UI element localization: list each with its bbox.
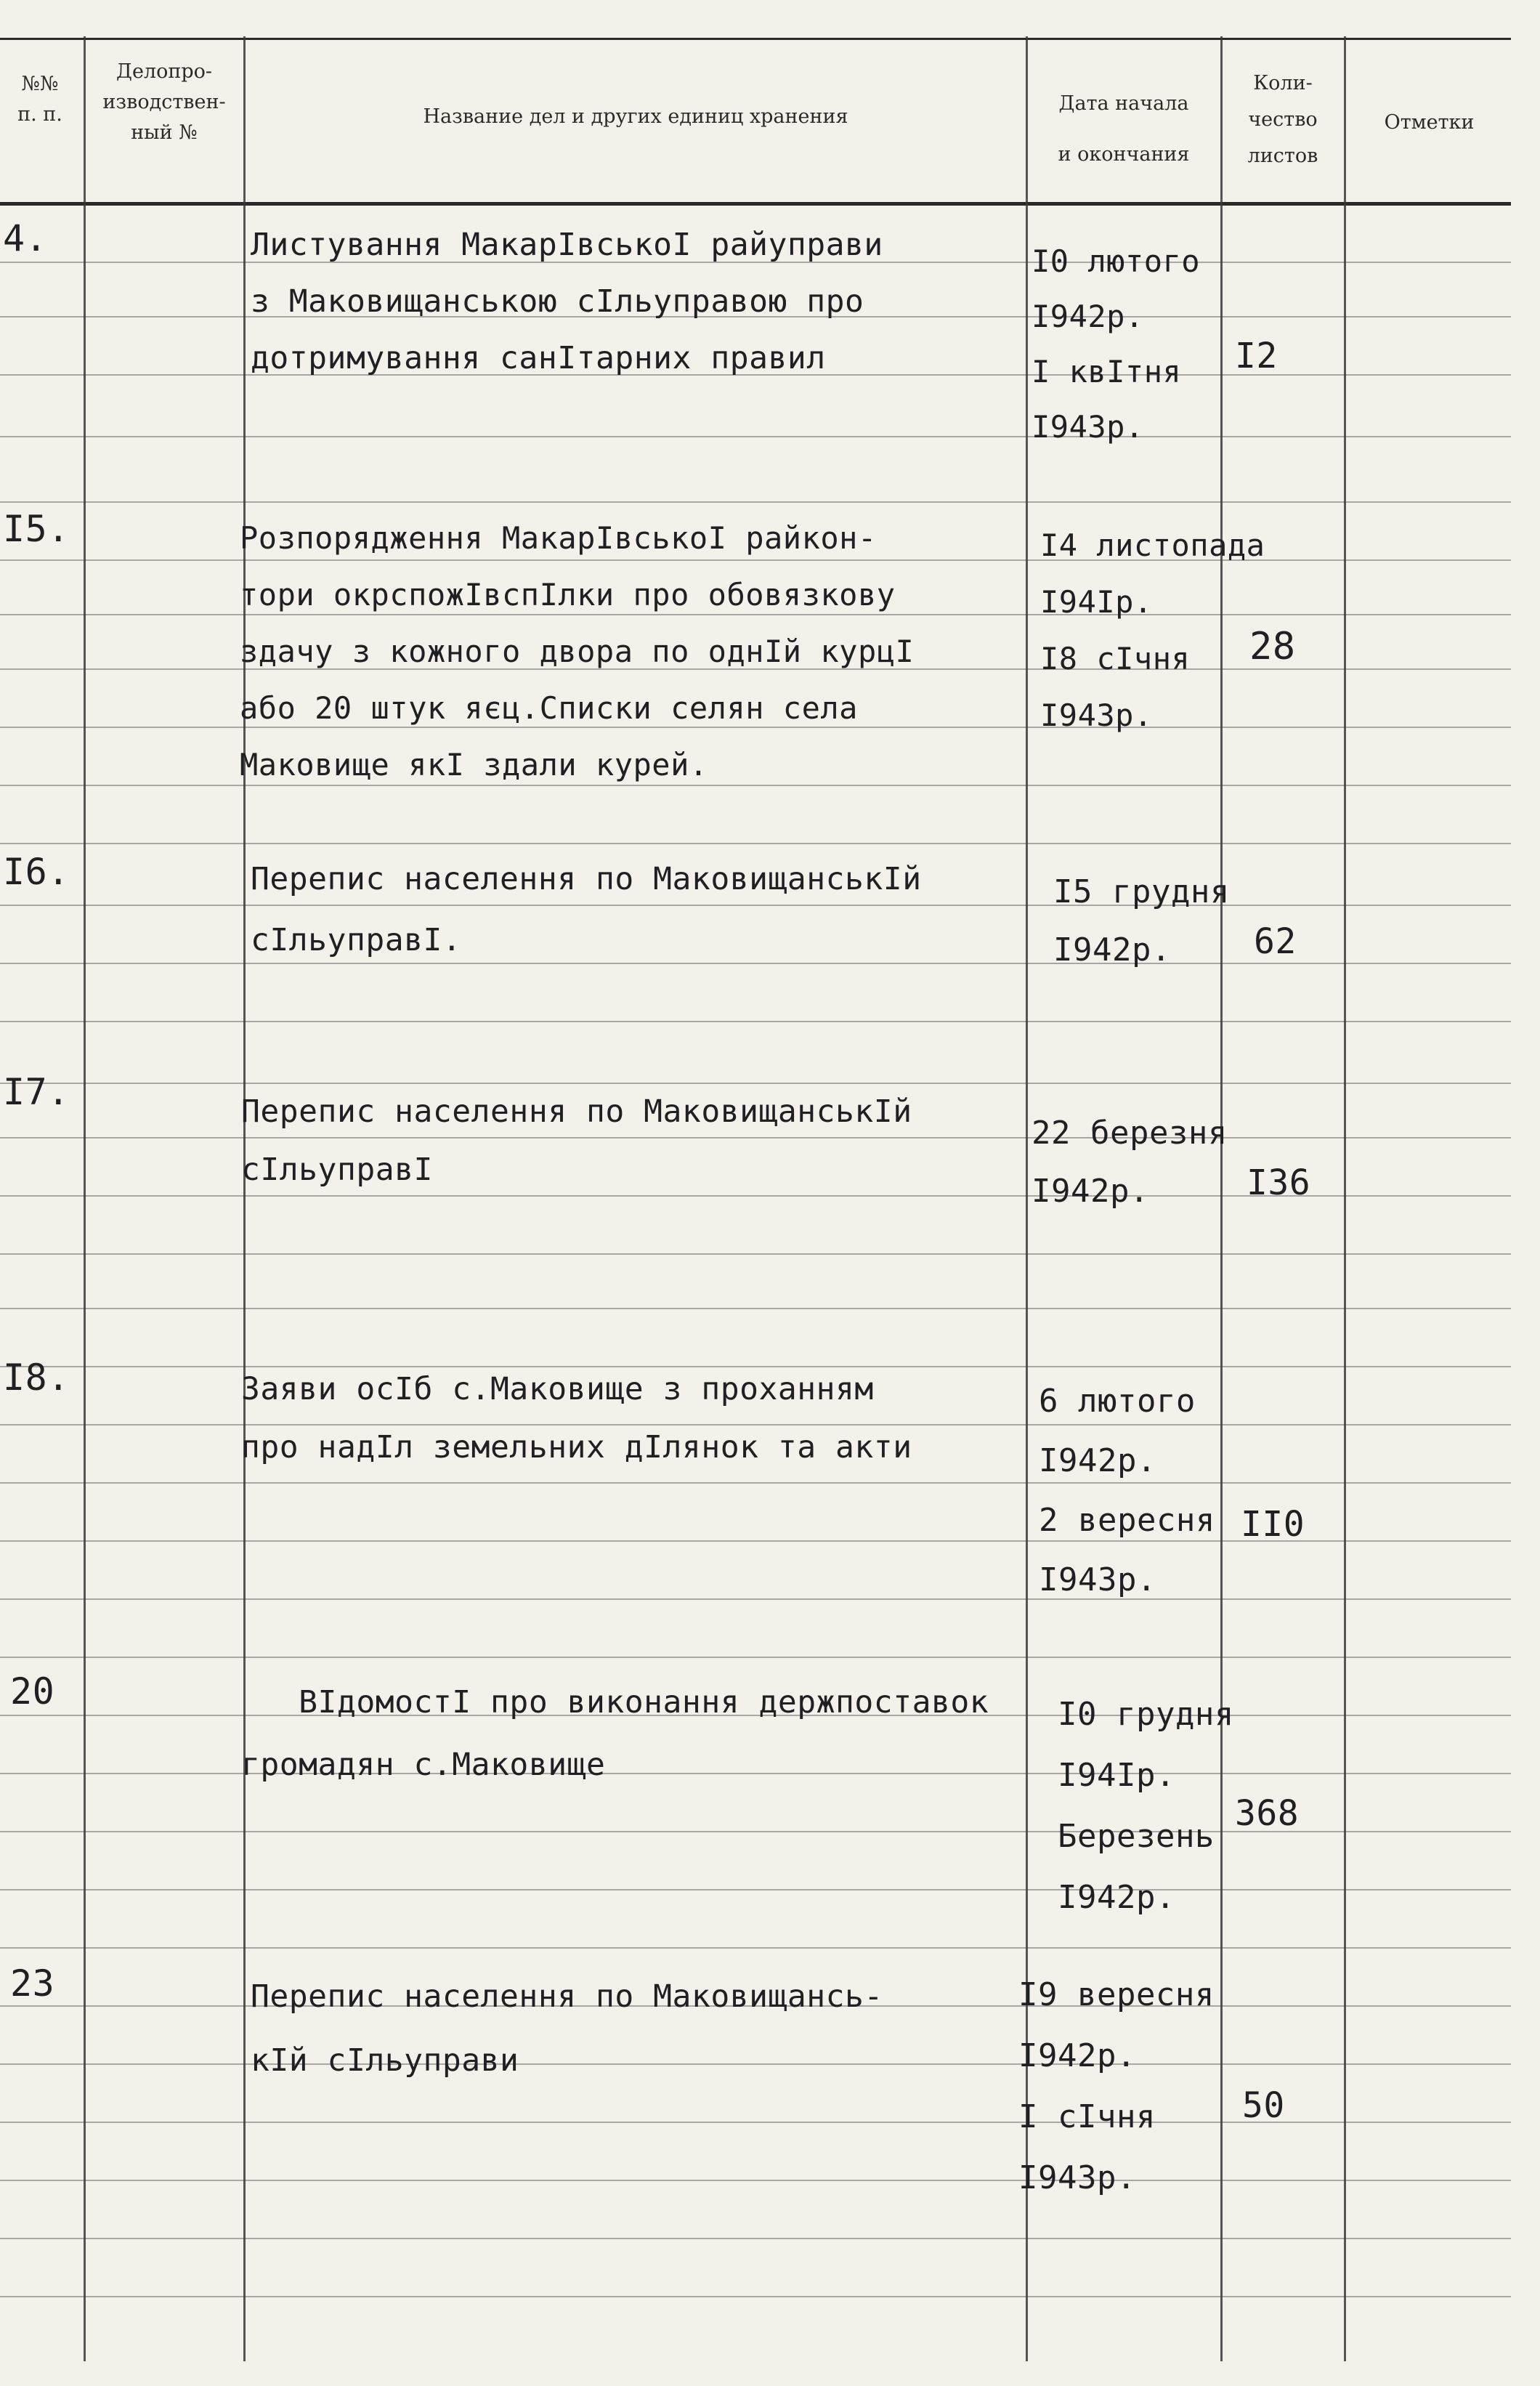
row-rule	[0, 2296, 1511, 2297]
row-rule	[0, 2238, 1511, 2239]
header-dates: Дата начала и окончания	[1058, 92, 1190, 166]
entry-sheets: 368	[1235, 1793, 1300, 1834]
row-rule	[0, 501, 1511, 503]
entry-sheets: I2	[1235, 336, 1278, 376]
column-rule	[243, 36, 246, 2361]
entry-dates: I9 вересня I942р. I сIчня I943р.	[1018, 1976, 1215, 2196]
entry-number: I8.	[3, 1356, 70, 1399]
entry-dates: I5 грудня I942р.	[1053, 873, 1230, 968]
entry-title: Листування МакарIвськоI райуправи з Маковищанською сIльуправою про дотримування санIтарних правил	[251, 227, 883, 376]
header-bottom-rule	[0, 202, 1511, 206]
entry-dates: I0 грудня I94Iр. Березень I942р.	[1058, 1696, 1234, 1916]
entry-number: I7.	[3, 1071, 70, 1113]
entry-title: Перепис населення по Маковищансь- кIй сIльуправи	[251, 1978, 883, 2079]
header-notes: Отметки	[1384, 111, 1475, 134]
entry-number: I6.	[3, 851, 70, 893]
entry-number: 23	[10, 1962, 55, 2005]
row-rule	[0, 1253, 1511, 1255]
row-rule	[0, 436, 1511, 437]
header-number: №№ п. п.	[17, 73, 62, 126]
entry-sheets: II0	[1241, 1504, 1305, 1545]
entry-sheets: 50	[1242, 2085, 1285, 2126]
top-rule	[0, 38, 1511, 40]
entry-number: I5.	[3, 508, 70, 550]
entry-sheets: I36	[1247, 1162, 1311, 1203]
row-rule	[0, 1598, 1511, 1600]
row-rule	[0, 843, 1511, 844]
entry-sheets: 62	[1254, 921, 1297, 962]
entry-sheets: 28	[1249, 625, 1296, 668]
column-rule	[84, 36, 86, 2361]
entry-title: Перепис населення по МаковищанськIй сIльуправI.	[251, 861, 922, 958]
entry-number: 20	[10, 1670, 55, 1712]
entry-title: Перепис населення по МаковищанськIй сIльуправI	[241, 1093, 912, 1188]
header-office-number: Делопро- изводствен- ный №	[102, 60, 226, 144]
entry-dates: I0 лютого I942р. I квIтня I943р.	[1032, 243, 1201, 445]
entry-number: 4.	[3, 217, 48, 259]
row-rule	[0, 1889, 1511, 1890]
row-rule	[0, 1947, 1511, 1949]
row-rule	[0, 1308, 1511, 1309]
header-sheets: Коли- чество листов	[1247, 72, 1318, 167]
entry-dates: 6 лютого I942р. 2 вересня I943р.	[1039, 1383, 1215, 1598]
row-rule	[0, 1021, 1511, 1022]
header-title: Название дел и других единиц хранения	[423, 105, 848, 128]
row-rule	[0, 1657, 1511, 1658]
entry-title: Розпорядження МакарIвськоI райкон- тори окрспожIвспIлки про обовязкову здачу з кожного двора по однIй курцI або 20 штук яєц.Списки селян села Маковище якI здали курей.	[240, 520, 915, 782]
row-rule	[0, 1482, 1511, 1484]
entry-title: Заяви осIб с.Маковище з проханням про надIл земельних дIлянок та акти	[241, 1371, 912, 1465]
entry-title: ВIдомостI про виконання держпоставок громадян с.Маковище	[241, 1684, 989, 1783]
entry-dates: I4 листопада I94Iр. I8 сIчня I943р.	[1040, 527, 1265, 733]
row-rule	[0, 2180, 1511, 2181]
column-rule	[1344, 36, 1346, 2361]
entry-dates: 22 березня I942р.	[1032, 1115, 1228, 1210]
